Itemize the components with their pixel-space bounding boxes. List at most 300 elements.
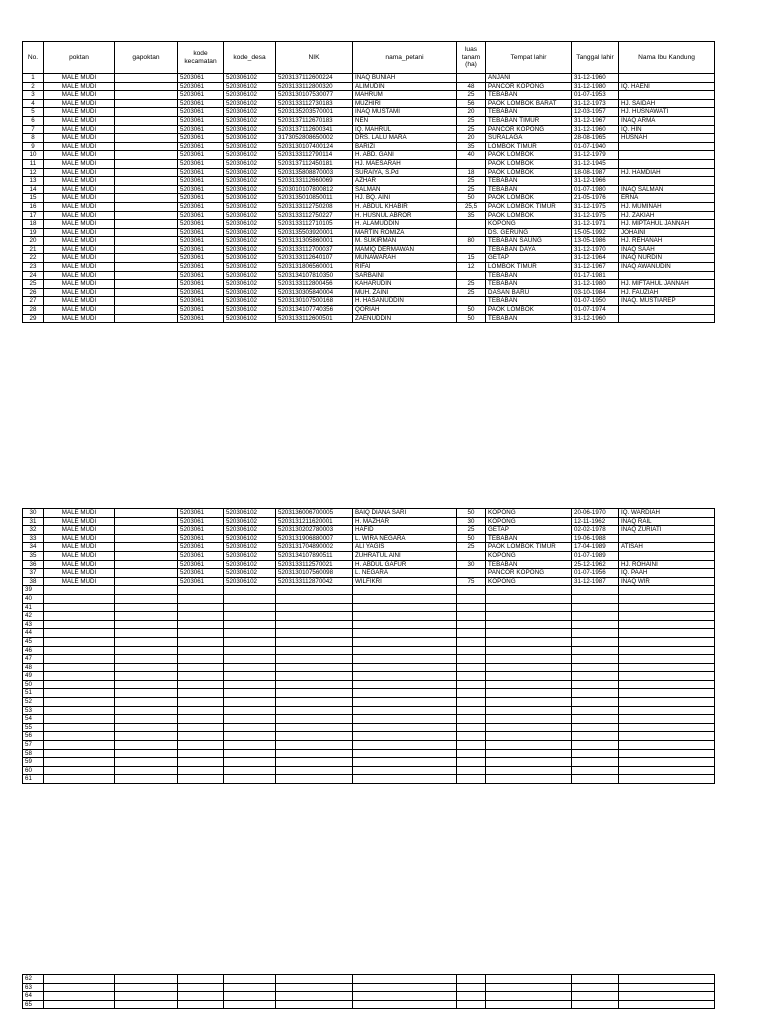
table-row bbox=[23, 228, 715, 237]
cell-nama-petani: QORIAH bbox=[353, 306, 457, 315]
cell-nik: 5203133112750227 bbox=[276, 211, 353, 220]
cell-kode-kecamatan: 5203061 bbox=[178, 543, 224, 552]
cell-kode-kecamatan: 5203061 bbox=[178, 509, 224, 518]
cell-nama-ibu: INAQ SALMAN bbox=[619, 185, 715, 194]
cell-luas-tanam bbox=[457, 569, 486, 578]
cell-kode-kecamatan: 5203061 bbox=[178, 194, 224, 203]
cell-poktan bbox=[44, 612, 115, 621]
cell-kode-kecamatan bbox=[178, 689, 224, 698]
cell-gapoktan bbox=[115, 237, 178, 246]
cell-luas-tanam bbox=[457, 715, 486, 724]
cell-nik bbox=[276, 741, 353, 750]
cell-gapoktan bbox=[115, 586, 178, 595]
cell-nama-ibu: HJ. HUSNAWATI bbox=[619, 108, 715, 117]
cell-gapoktan bbox=[115, 637, 178, 646]
cell-kode-desa: 520306102 bbox=[224, 151, 276, 160]
cell-gapoktan bbox=[115, 134, 178, 143]
cell-nik: 5203135503920001 bbox=[276, 228, 353, 237]
table-row bbox=[23, 271, 715, 280]
cell-tempat-lahir: PAOK LOMBOK bbox=[486, 211, 572, 220]
cell-no: 53 bbox=[23, 706, 44, 715]
cell-nik: 3173052808650002 bbox=[276, 134, 353, 143]
table-row bbox=[23, 577, 715, 586]
cell-luas-tanam bbox=[457, 732, 486, 741]
cell-kode-desa bbox=[224, 1000, 276, 1009]
cell-nama-ibu bbox=[619, 646, 715, 655]
cell-nama-ibu: INAQ AWANUDIN bbox=[619, 263, 715, 272]
cell-no: 49 bbox=[23, 672, 44, 681]
cell-tanggal-lahir bbox=[572, 629, 619, 638]
cell-nik bbox=[276, 975, 353, 984]
cell-nama-ibu bbox=[619, 74, 715, 83]
cell-luas-tanam bbox=[457, 689, 486, 698]
cell-poktan: MALE MUDI bbox=[44, 91, 115, 100]
cell-kode-kecamatan bbox=[178, 594, 224, 603]
cell-no: 55 bbox=[23, 723, 44, 732]
cell-kode-kecamatan bbox=[178, 646, 224, 655]
header-row bbox=[23, 42, 715, 74]
table-row bbox=[23, 698, 715, 707]
cell-no: 26 bbox=[23, 288, 44, 297]
cell-nik: 5203133112800456 bbox=[276, 280, 353, 289]
cell-kode-desa: 520306102 bbox=[224, 194, 276, 203]
cell-nama-ibu: HJ. MIFTAHUL JANNAH bbox=[619, 280, 715, 289]
cell-gapoktan bbox=[115, 1000, 178, 1009]
cell-kode-desa: 520306102 bbox=[224, 551, 276, 560]
cell-kode-desa: 520306102 bbox=[224, 569, 276, 578]
cell-tanggal-lahir: 31-12-1967 bbox=[572, 116, 619, 125]
cell-nama-petani bbox=[353, 749, 457, 758]
cell-tanggal-lahir bbox=[572, 983, 619, 992]
cell-luas-tanam bbox=[457, 220, 486, 229]
cell-luas-tanam bbox=[457, 992, 486, 1001]
cell-kode-kecamatan: 5203061 bbox=[178, 245, 224, 254]
cell-nik: 5203131806560001 bbox=[276, 263, 353, 272]
table-row bbox=[23, 689, 715, 698]
cell-no: 20 bbox=[23, 237, 44, 246]
cell-tanggal-lahir: 01-07-1950 bbox=[572, 297, 619, 306]
cell-tanggal-lahir: 15-05-1992 bbox=[572, 228, 619, 237]
cell-poktan: MALE MUDI bbox=[44, 543, 115, 552]
cell-tanggal-lahir bbox=[572, 637, 619, 646]
cell-kode-kecamatan bbox=[178, 655, 224, 664]
cell-nama-ibu bbox=[619, 689, 715, 698]
cell-tempat-lahir: TEBABAN bbox=[486, 91, 572, 100]
cell-no: 6 bbox=[23, 116, 44, 125]
table-row bbox=[23, 125, 715, 134]
cell-kode-kecamatan bbox=[178, 775, 224, 784]
cell-nik: 5203135010850011 bbox=[276, 194, 353, 203]
cell-kode-kecamatan: 5203061 bbox=[178, 560, 224, 569]
cell-tempat-lahir bbox=[486, 586, 572, 595]
cell-kode-kecamatan bbox=[178, 586, 224, 595]
cell-nama-petani bbox=[353, 586, 457, 595]
cell-nama-petani: H. HASANUDDIN bbox=[353, 297, 457, 306]
cell-gapoktan bbox=[115, 254, 178, 263]
cell-nik bbox=[276, 983, 353, 992]
cell-poktan bbox=[44, 741, 115, 750]
cell-poktan bbox=[44, 689, 115, 698]
cell-nik: 5203137112600341 bbox=[276, 125, 353, 134]
cell-kode-desa: 520306102 bbox=[224, 314, 276, 323]
cell-nama-ibu: HJ. FAUZIAH bbox=[619, 288, 715, 297]
cell-kode-desa: 520306102 bbox=[224, 280, 276, 289]
cell-gapoktan bbox=[115, 142, 178, 151]
cell-tanggal-lahir: 01-07-1980 bbox=[572, 185, 619, 194]
cell-tanggal-lahir bbox=[572, 749, 619, 758]
cell-gapoktan bbox=[115, 992, 178, 1001]
cell-gapoktan bbox=[115, 732, 178, 741]
cell-nik: 5203133112870042 bbox=[276, 577, 353, 586]
cell-no: 28 bbox=[23, 306, 44, 315]
cell-tanggal-lahir: 31-12-1980 bbox=[572, 280, 619, 289]
cell-tempat-lahir: TEBABAN bbox=[486, 534, 572, 543]
cell-nik: 5203010107800812 bbox=[276, 185, 353, 194]
cell-gapoktan bbox=[115, 983, 178, 992]
cell-tanggal-lahir: 31-12-1979 bbox=[572, 151, 619, 160]
cell-luas-tanam bbox=[457, 620, 486, 629]
cell-tempat-lahir: SURALAGA bbox=[486, 134, 572, 143]
cell-no: 56 bbox=[23, 732, 44, 741]
cell-no: 22 bbox=[23, 254, 44, 263]
cell-nik: 5203137112450181 bbox=[276, 159, 353, 168]
table-row bbox=[23, 297, 715, 306]
cell-kode-kecamatan: 5203061 bbox=[178, 108, 224, 117]
cell-poktan bbox=[44, 732, 115, 741]
cell-kode-kecamatan: 5203061 bbox=[178, 151, 224, 160]
table-row bbox=[23, 551, 715, 560]
cell-gapoktan bbox=[115, 125, 178, 134]
cell-nama-petani: KAHARUDIN bbox=[353, 280, 457, 289]
cell-nik bbox=[276, 663, 353, 672]
table-row bbox=[23, 151, 715, 160]
cell-kode-kecamatan: 5203061 bbox=[178, 116, 224, 125]
cell-kode-kecamatan: 5203061 bbox=[178, 237, 224, 246]
cell-gapoktan bbox=[115, 82, 178, 91]
cell-no: 13 bbox=[23, 177, 44, 186]
cell-nama-petani bbox=[353, 715, 457, 724]
cell-poktan: MALE MUDI bbox=[44, 194, 115, 203]
cell-kode-desa: 520306102 bbox=[224, 237, 276, 246]
cell-nik bbox=[276, 586, 353, 595]
cell-poktan bbox=[44, 706, 115, 715]
cell-kode-desa bbox=[224, 723, 276, 732]
cell-luas-tanam bbox=[457, 766, 486, 775]
cell-nama-petani: AZHAR bbox=[353, 177, 457, 186]
cell-luas-tanam: 18 bbox=[457, 168, 486, 177]
cell-kode-kecamatan: 5203061 bbox=[178, 288, 224, 297]
cell-tanggal-lahir: 01-17-1981 bbox=[572, 271, 619, 280]
cell-kode-desa bbox=[224, 594, 276, 603]
farmer-table-page-1 bbox=[22, 41, 715, 323]
cell-luas-tanam bbox=[457, 749, 486, 758]
cell-nama-petani: MUNAWARAH bbox=[353, 254, 457, 263]
table-row bbox=[23, 116, 715, 125]
cell-nama-petani bbox=[353, 983, 457, 992]
cell-luas-tanam: 25 bbox=[457, 91, 486, 100]
cell-nik bbox=[276, 749, 353, 758]
cell-nama-petani: HJ. BQ. AINI bbox=[353, 194, 457, 203]
table-row bbox=[23, 194, 715, 203]
cell-kode-desa: 520306102 bbox=[224, 245, 276, 254]
header-nama-petani: nama_petani bbox=[353, 42, 457, 74]
cell-kode-desa: 520306102 bbox=[224, 125, 276, 134]
cell-tempat-lahir: TEBABAN bbox=[486, 177, 572, 186]
table-row bbox=[23, 306, 715, 315]
cell-poktan: MALE MUDI bbox=[44, 220, 115, 229]
cell-gapoktan bbox=[115, 280, 178, 289]
cell-nama-ibu bbox=[619, 612, 715, 621]
cell-tempat-lahir bbox=[486, 698, 572, 707]
cell-nama-ibu: INAQ ZURIATI bbox=[619, 526, 715, 535]
cell-poktan: MALE MUDI bbox=[44, 271, 115, 280]
cell-gapoktan bbox=[115, 177, 178, 186]
table-row bbox=[23, 766, 715, 775]
cell-luas-tanam bbox=[457, 594, 486, 603]
cell-poktan: MALE MUDI bbox=[44, 245, 115, 254]
cell-no: 10 bbox=[23, 151, 44, 160]
cell-tanggal-lahir: 25-12-1962 bbox=[572, 560, 619, 569]
cell-gapoktan bbox=[115, 288, 178, 297]
cell-nik: 5203130107530077 bbox=[276, 91, 353, 100]
cell-kode-kecamatan bbox=[178, 975, 224, 984]
cell-kode-kecamatan: 5203061 bbox=[178, 271, 224, 280]
cell-kode-kecamatan bbox=[178, 758, 224, 767]
cell-kode-kecamatan bbox=[178, 706, 224, 715]
cell-kode-kecamatan: 5203061 bbox=[178, 534, 224, 543]
cell-nik: 5203133112800320 bbox=[276, 82, 353, 91]
cell-luas-tanam: 25 bbox=[457, 543, 486, 552]
cell-poktan bbox=[44, 646, 115, 655]
cell-kode-kecamatan bbox=[178, 732, 224, 741]
cell-tempat-lahir: LOMBOK TIMUR bbox=[486, 263, 572, 272]
cell-nik bbox=[276, 758, 353, 767]
cell-no: 48 bbox=[23, 663, 44, 672]
cell-kode-kecamatan: 5203061 bbox=[178, 74, 224, 83]
cell-tempat-lahir bbox=[486, 766, 572, 775]
cell-no: 65 bbox=[23, 1000, 44, 1009]
cell-kode-kecamatan: 5203061 bbox=[178, 254, 224, 263]
cell-nama-petani: IQ. MAHRUL bbox=[353, 125, 457, 134]
cell-kode-desa bbox=[224, 983, 276, 992]
cell-nama-ibu: HJ. REHANAH bbox=[619, 237, 715, 246]
cell-nama-petani: INAQ BUNIAH bbox=[353, 74, 457, 83]
cell-gapoktan bbox=[115, 663, 178, 672]
cell-tempat-lahir: PANCOR KOPONG bbox=[486, 82, 572, 91]
cell-nama-petani bbox=[353, 620, 457, 629]
cell-luas-tanam: 20 bbox=[457, 134, 486, 143]
cell-no: 58 bbox=[23, 749, 44, 758]
cell-gapoktan bbox=[115, 159, 178, 168]
cell-nama-ibu bbox=[619, 766, 715, 775]
cell-gapoktan bbox=[115, 723, 178, 732]
cell-nama-ibu: INAQ. MUSTIAREP bbox=[619, 297, 715, 306]
cell-no: 4 bbox=[23, 99, 44, 108]
cell-kode-desa: 520306102 bbox=[224, 82, 276, 91]
cell-luas-tanam: 50 bbox=[457, 306, 486, 315]
cell-no: 64 bbox=[23, 992, 44, 1001]
cell-poktan: MALE MUDI bbox=[44, 526, 115, 535]
cell-tempat-lahir bbox=[486, 706, 572, 715]
header-no: No. bbox=[23, 42, 44, 74]
cell-gapoktan bbox=[115, 220, 178, 229]
cell-no: 37 bbox=[23, 569, 44, 578]
cell-nama-petani bbox=[353, 741, 457, 750]
cell-poktan: MALE MUDI bbox=[44, 228, 115, 237]
cell-gapoktan bbox=[115, 680, 178, 689]
cell-kode-desa: 520306102 bbox=[224, 211, 276, 220]
cell-kode-kecamatan: 5203061 bbox=[178, 125, 224, 134]
cell-luas-tanam bbox=[457, 629, 486, 638]
cell-nama-petani bbox=[353, 663, 457, 672]
cell-tanggal-lahir bbox=[572, 706, 619, 715]
header-gapoktan: gapoktan bbox=[115, 42, 178, 74]
cell-tempat-lahir bbox=[486, 646, 572, 655]
cell-nama-petani bbox=[353, 975, 457, 984]
cell-gapoktan bbox=[115, 228, 178, 237]
cell-no: 47 bbox=[23, 655, 44, 664]
cell-kode-kecamatan bbox=[178, 663, 224, 672]
table-row bbox=[23, 245, 715, 254]
cell-nik bbox=[276, 706, 353, 715]
cell-kode-desa bbox=[224, 603, 276, 612]
cell-nama-petani: M. SUKIRMAN bbox=[353, 237, 457, 246]
cell-tanggal-lahir bbox=[572, 775, 619, 784]
cell-poktan bbox=[44, 637, 115, 646]
cell-nama-petani: INAQ MUSTAMI bbox=[353, 108, 457, 117]
cell-luas-tanam bbox=[457, 975, 486, 984]
cell-poktan bbox=[44, 672, 115, 681]
cell-gapoktan bbox=[115, 620, 178, 629]
table-row bbox=[23, 543, 715, 552]
table-row bbox=[23, 99, 715, 108]
cell-luas-tanam bbox=[457, 775, 486, 784]
table-row bbox=[23, 1000, 715, 1009]
cell-nama-ibu: INAQ SAAH bbox=[619, 245, 715, 254]
cell-nama-petani: HJ. MAESARAH bbox=[353, 159, 457, 168]
cell-nama-petani bbox=[353, 698, 457, 707]
cell-tanggal-lahir: 01-07-1956 bbox=[572, 569, 619, 578]
cell-no: 31 bbox=[23, 517, 44, 526]
table-row bbox=[23, 706, 715, 715]
cell-nik bbox=[276, 992, 353, 1001]
header-tempat-lahir: Tempat lahir bbox=[486, 42, 572, 74]
table-row bbox=[23, 254, 715, 263]
header-kode-kecamatan: kode kecamatan bbox=[178, 42, 224, 74]
cell-poktan: MALE MUDI bbox=[44, 185, 115, 194]
cell-luas-tanam bbox=[457, 551, 486, 560]
cell-gapoktan bbox=[115, 689, 178, 698]
cell-luas-tanam: 48 bbox=[457, 82, 486, 91]
table-row bbox=[23, 82, 715, 91]
cell-poktan: MALE MUDI bbox=[44, 577, 115, 586]
cell-kode-desa bbox=[224, 689, 276, 698]
cell-no: 42 bbox=[23, 612, 44, 621]
cell-tanggal-lahir bbox=[572, 741, 619, 750]
cell-poktan bbox=[44, 603, 115, 612]
cell-gapoktan bbox=[115, 560, 178, 569]
cell-poktan bbox=[44, 715, 115, 724]
cell-nama-ibu: JOHAINI bbox=[619, 228, 715, 237]
cell-kode-desa: 520306102 bbox=[224, 560, 276, 569]
cell-kode-desa bbox=[224, 620, 276, 629]
table-row bbox=[23, 586, 715, 595]
cell-tanggal-lahir: 31-12-1975 bbox=[572, 211, 619, 220]
cell-luas-tanam: 25 bbox=[457, 288, 486, 297]
table-row bbox=[23, 594, 715, 603]
cell-tanggal-lahir: 31-12-1945 bbox=[572, 159, 619, 168]
cell-gapoktan bbox=[115, 766, 178, 775]
cell-luas-tanam: 25 bbox=[457, 177, 486, 186]
table-row bbox=[23, 655, 715, 664]
cell-kode-kecamatan bbox=[178, 723, 224, 732]
cell-tempat-lahir: PAOK LOMBOK bbox=[486, 151, 572, 160]
cell-tanggal-lahir bbox=[572, 680, 619, 689]
cell-nik: 5203133112790114 bbox=[276, 151, 353, 160]
cell-nama-ibu bbox=[619, 314, 715, 323]
cell-nik: 5203133112750208 bbox=[276, 202, 353, 211]
cell-tanggal-lahir bbox=[572, 594, 619, 603]
cell-tempat-lahir bbox=[486, 741, 572, 750]
cell-nama-ibu bbox=[619, 151, 715, 160]
cell-tanggal-lahir: 01-07-1974 bbox=[572, 306, 619, 315]
cell-kode-desa: 520306102 bbox=[224, 142, 276, 151]
cell-nik bbox=[276, 698, 353, 707]
cell-poktan: MALE MUDI bbox=[44, 297, 115, 306]
cell-poktan: MALE MUDI bbox=[44, 142, 115, 151]
cell-kode-desa: 520306102 bbox=[224, 116, 276, 125]
cell-poktan bbox=[44, 983, 115, 992]
cell-kode-desa bbox=[224, 732, 276, 741]
cell-luas-tanam: 25 bbox=[457, 116, 486, 125]
cell-gapoktan bbox=[115, 99, 178, 108]
cell-nama-petani: MUZHIRI bbox=[353, 99, 457, 108]
table-row bbox=[23, 517, 715, 526]
cell-tanggal-lahir: 01-07-1940 bbox=[572, 142, 619, 151]
table-row bbox=[23, 603, 715, 612]
table-body-page-3 bbox=[23, 975, 715, 1009]
cell-nama-ibu bbox=[619, 159, 715, 168]
cell-nama-ibu bbox=[619, 655, 715, 664]
cell-nama-ibu: INAQ WIR bbox=[619, 577, 715, 586]
cell-kode-desa: 520306102 bbox=[224, 134, 276, 143]
cell-luas-tanam bbox=[457, 159, 486, 168]
cell-tempat-lahir: TEBABAN bbox=[486, 108, 572, 117]
table-row bbox=[23, 108, 715, 117]
cell-nik: 5203130107500168 bbox=[276, 297, 353, 306]
cell-nama-ibu bbox=[619, 551, 715, 560]
cell-kode-desa bbox=[224, 646, 276, 655]
cell-nama-petani: SARBAINI bbox=[353, 271, 457, 280]
cell-poktan: MALE MUDI bbox=[44, 534, 115, 543]
cell-nik bbox=[276, 612, 353, 621]
cell-no: 9 bbox=[23, 142, 44, 151]
cell-tanggal-lahir bbox=[572, 992, 619, 1001]
cell-nama-ibu bbox=[619, 306, 715, 315]
cell-tanggal-lahir bbox=[572, 663, 619, 672]
cell-no: 57 bbox=[23, 741, 44, 750]
cell-poktan: MALE MUDI bbox=[44, 263, 115, 272]
cell-nama-ibu bbox=[619, 534, 715, 543]
cell-gapoktan bbox=[115, 168, 178, 177]
cell-kode-desa bbox=[224, 992, 276, 1001]
cell-kode-desa: 520306102 bbox=[224, 91, 276, 100]
cell-gapoktan bbox=[115, 108, 178, 117]
cell-luas-tanam bbox=[457, 271, 486, 280]
cell-tempat-lahir: ANJANI bbox=[486, 74, 572, 83]
cell-poktan: MALE MUDI bbox=[44, 560, 115, 569]
cell-no: 61 bbox=[23, 775, 44, 784]
